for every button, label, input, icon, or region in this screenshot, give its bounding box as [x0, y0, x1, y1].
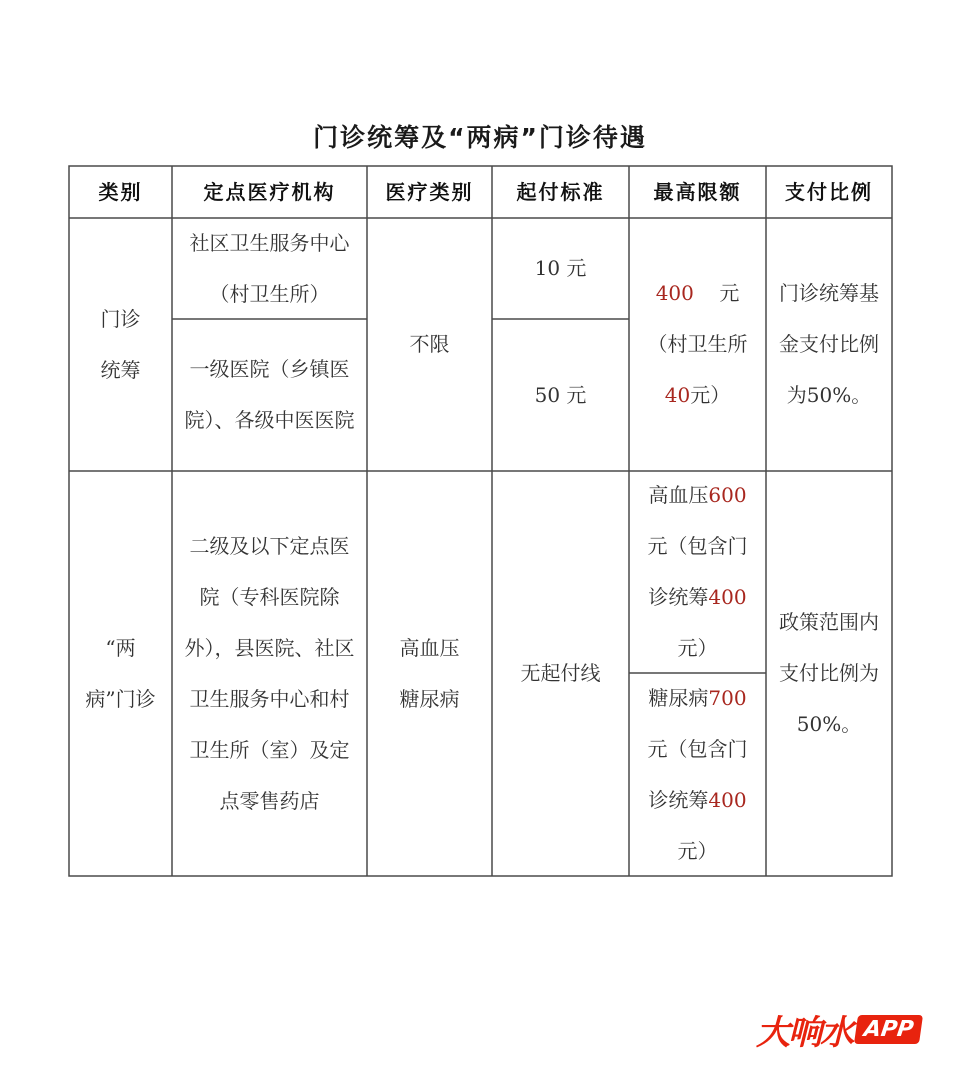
row1-max-note-prefix: （村卫生所: [647, 332, 748, 356]
header-medical-type: 医疗类别: [385, 179, 474, 204]
row2-ratio: 政策范围内支付比例为50%。: [779, 610, 879, 736]
row2-max-b-amount: 700: [708, 685, 747, 710]
row2-category-cell: [69, 471, 172, 876]
row2-max-b-prefix: 糖尿病: [648, 685, 709, 710]
row1-institution-b: 一级医院（乡镇医院）、各级中医医院: [184, 357, 355, 432]
row2-max-a-middle: 元（包含门诊统筹: [647, 534, 748, 609]
row2-max-b-middle: 元（包含门诊统筹: [647, 736, 748, 812]
brand-logo-text: 大响水: [756, 1012, 852, 1053]
row2-max-a-prefix: 高血压: [648, 483, 709, 507]
row1-max-amount: 400: [655, 281, 694, 305]
row1-max-note-suffix: 元）: [690, 383, 731, 407]
row2-max-b-amount2: 400: [708, 787, 747, 812]
row1-institution-a: 社区卫生服务中心（村卫生所）: [189, 230, 350, 306]
header-ratio: 支付比例: [785, 179, 873, 204]
row2-institution-cell: [172, 471, 367, 876]
header-threshold: 起付标准: [516, 179, 605, 204]
row2-max-a-amount: 600: [708, 483, 747, 507]
row1-category-cell: [69, 218, 172, 471]
row1-ratio-cell: [766, 218, 892, 471]
row2-max-a: [639, 470, 756, 674]
row1-max-limit: [639, 268, 756, 421]
row2-threshold: 无起付线: [520, 661, 601, 685]
row1-max-limit-cell: [629, 218, 766, 471]
row1-institution-b-cell: [172, 319, 367, 471]
row2-ratio-cell: [766, 471, 892, 876]
row2-max-b-cell: [629, 673, 766, 876]
header-category: 类别: [98, 179, 143, 204]
row1-institution-a-cell: [172, 218, 367, 319]
brand-logo-badge: APP: [854, 1015, 923, 1044]
row2-max-b-suffix: 元）: [677, 838, 718, 863]
table-title: 门诊统筹及“两病”门诊待遇: [313, 123, 647, 152]
row1-max-unit: 元: [719, 281, 740, 305]
row2-max-b: [639, 673, 756, 877]
row1-medical-type: 不限: [409, 332, 450, 356]
row2-medical-type-cell: [367, 471, 492, 876]
header-institution: 定点医疗机构: [203, 179, 336, 204]
row2-max-a-amount2: 400: [708, 585, 747, 609]
header-max-limit: 最高限额: [653, 179, 742, 204]
row2-category: “两病”门诊: [85, 635, 156, 711]
row1-threshold-a: 10 元: [534, 256, 587, 280]
row1-category: 门诊统筹: [100, 306, 141, 382]
row1-ratio: 门诊统筹基金支付比例为50%。: [779, 281, 879, 407]
row1-threshold-b: 50 元: [534, 382, 587, 407]
brand-logo: [756, 1005, 956, 1053]
row2-medical-type: 高血压糖尿病: [399, 635, 460, 711]
row2-institution: 二级及以下定点医院（专科医院除外），县医院、社区卫生服务中心和村卫生所（室）及定点零售药店: [184, 533, 355, 813]
row2-max-a-suffix: 元）: [677, 636, 718, 660]
row1-max-note-amount: 40: [664, 383, 691, 407]
row2-max-a-cell: [629, 471, 766, 673]
